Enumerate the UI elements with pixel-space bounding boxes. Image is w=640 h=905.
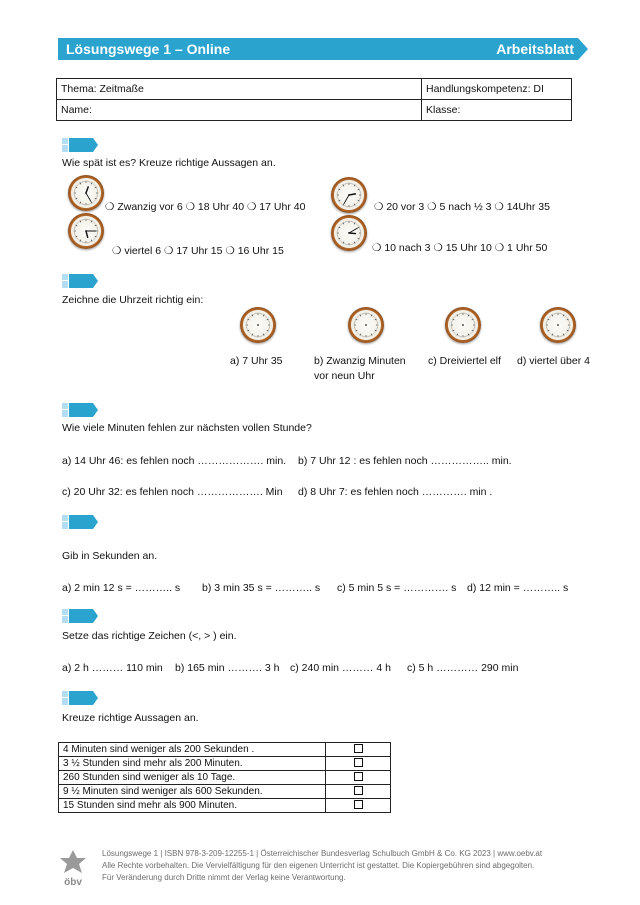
header-banner bbox=[58, 38, 578, 60]
footer-text bbox=[102, 848, 542, 884]
task4-item-a[interactable]: a) 2 min 12 s = ……….. s bbox=[62, 582, 181, 594]
task3-prompt: Wie viele Minuten fehlen zur nächsten vollen Stunde? bbox=[62, 422, 312, 434]
svg-text:öbv: öbv bbox=[64, 877, 82, 888]
task4-item-d[interactable]: d) 12 min = ……….. s bbox=[467, 582, 569, 594]
checkbox-cell bbox=[326, 771, 391, 785]
section-marker-4 bbox=[62, 515, 98, 529]
checkbox-2[interactable] bbox=[354, 758, 363, 767]
task5-item-d[interactable]: c) 5 h ………… 290 min bbox=[407, 662, 519, 674]
checkbox-cell bbox=[326, 757, 391, 771]
section-marker-2 bbox=[62, 274, 98, 288]
task1-options-3[interactable]: ❍ viertel 6 ❍ 17 Uhr 15 ❍ 16 Uhr 15 bbox=[112, 245, 284, 257]
blank-clock-c[interactable] bbox=[445, 307, 481, 343]
task3-line-a[interactable]: a) 14 Uhr 46: es fehlen noch ………………. min. bbox=[62, 455, 287, 467]
statement-1: 4 Minuten sind weniger als 200 Sekunden . bbox=[59, 743, 326, 757]
topic-cell: Thema: Zeitmaße bbox=[57, 79, 422, 100]
statements-table bbox=[58, 742, 391, 813]
task1-options-1[interactable]: ❍ Zwanzig vor 6 ❍ 18 Uhr 40 ❍ 17 Uhr 40 bbox=[105, 201, 306, 213]
blank-clock-d[interactable] bbox=[540, 307, 576, 343]
task5-prompt: Setze das richtige Zeichen (<, > ) ein. bbox=[62, 630, 237, 642]
task4-prompt: Gib in Sekunden an. bbox=[62, 550, 158, 562]
checkbox-1[interactable] bbox=[354, 744, 363, 753]
table-row bbox=[59, 785, 391, 799]
task1-options-4[interactable]: ❍ 10 nach 3 ❍ 15 Uhr 10 ❍ 1 Uhr 50 bbox=[372, 242, 548, 254]
table-row bbox=[59, 743, 391, 757]
statement-2: 3 ½ Stunden sind mehr als 200 Minuten. bbox=[59, 757, 326, 771]
task6-prompt: Kreuze richtige Aussagen an. bbox=[62, 712, 199, 724]
table-row bbox=[59, 771, 391, 785]
clock-face-1 bbox=[68, 175, 104, 211]
task2-prompt: Zeichne die Uhrzeit richtig ein: bbox=[62, 294, 204, 306]
name-field[interactable]: Name: bbox=[57, 100, 422, 121]
checkbox-cell bbox=[326, 743, 391, 757]
task2-item-b: b) Zwanzig Minuten bbox=[314, 355, 406, 367]
clock-face-4 bbox=[331, 215, 367, 251]
task1-options-2[interactable]: ❍ 20 vor 3 ❍ 5 nach ½ 3 ❍ 14Uhr 35 bbox=[374, 201, 550, 213]
task2-item-b-cont: vor neun Uhr bbox=[314, 370, 375, 382]
task4-item-b[interactable]: b) 3 min 35 s = ……….. s bbox=[202, 582, 321, 594]
statement-4: 9 ½ Minuten sind weniger als 600 Sekunden. bbox=[59, 785, 326, 799]
checkbox-5[interactable] bbox=[354, 800, 363, 809]
blank-clock-b[interactable] bbox=[348, 307, 384, 343]
clock-face-3 bbox=[68, 213, 104, 249]
blank-clock-a[interactable] bbox=[240, 307, 276, 343]
section-marker-6 bbox=[62, 691, 98, 705]
task2-item-a: a) 7 Uhr 35 bbox=[230, 355, 283, 367]
statement-5: 15 Stunden sind mehr als 900 Minuten. bbox=[59, 799, 326, 813]
section-marker-3 bbox=[62, 403, 98, 417]
header-title: Lösungswege 1 – Online bbox=[66, 41, 231, 57]
task1-prompt: Wie spät ist es? Kreuze richtige Aussagen an. bbox=[62, 157, 276, 169]
task3-line-d[interactable]: d) 8 Uhr 7: es fehlen noch …………. min . bbox=[298, 486, 493, 498]
class-field[interactable]: Klasse: bbox=[422, 100, 572, 121]
clock-face-2 bbox=[331, 177, 367, 213]
footer-line-3: Für Veränderung durch Dritte nimmt der Verlag keine Verantwortung. bbox=[102, 873, 346, 882]
section-marker-5 bbox=[62, 609, 98, 623]
task5-item-b[interactable]: b) 165 min ………. 3 h bbox=[175, 662, 280, 674]
table-row bbox=[59, 757, 391, 771]
section-marker-1 bbox=[62, 138, 98, 152]
task4-item-c[interactable]: c) 5 min 5 s = …………. s bbox=[337, 582, 457, 594]
publisher-logo bbox=[58, 848, 88, 888]
task3-line-b[interactable]: b) 7 Uhr 12 : es fehlen noch …………….. min. bbox=[298, 455, 512, 467]
checkbox-3[interactable] bbox=[354, 772, 363, 781]
header-tag: Arbeitsblatt bbox=[496, 41, 574, 57]
info-table bbox=[56, 78, 572, 121]
table-row bbox=[59, 799, 391, 813]
competence-cell: Handlungskompetenz: DI bbox=[422, 79, 572, 100]
footer-line-2: Alle Rechte vorbehalten. Die Vervielfältigung für den eigenen Unterricht ist gestattet. Die Kopiergebühren sind abgegolten. bbox=[102, 861, 535, 870]
footer-line-1: Lösungswege 1 | ISBN 978-3-209-12255-1 | Österreichischer Bundesverlag Schulbuch GmbH & Co. KG 2023 | www.oebv.at bbox=[102, 849, 543, 858]
task5-item-a[interactable]: a) 2 h ……… 110 min bbox=[62, 662, 163, 674]
task5-item-c[interactable]: c) 240 min ……… 4 h bbox=[290, 662, 391, 674]
checkbox-cell bbox=[326, 799, 391, 813]
checkbox-4[interactable] bbox=[354, 786, 363, 795]
task3-line-c[interactable]: c) 20 Uhr 32: es fehlen noch ………………. Min bbox=[62, 486, 283, 498]
checkbox-cell bbox=[326, 785, 391, 799]
task2-item-c: c) Dreiviertel elf bbox=[428, 355, 501, 367]
statement-3: 260 Stunden sind weniger als 10 Tage. bbox=[59, 771, 326, 785]
task2-item-d: d) viertel über 4 bbox=[517, 355, 590, 367]
